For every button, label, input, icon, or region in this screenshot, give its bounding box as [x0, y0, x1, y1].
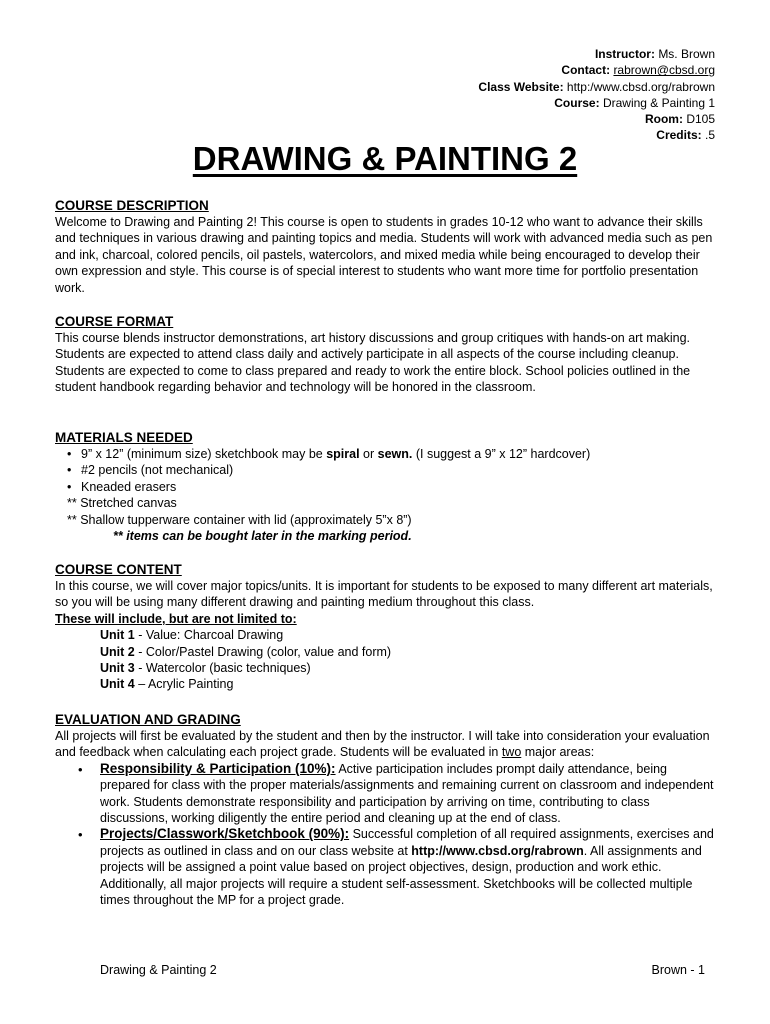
course-format-section: [55, 313, 715, 396]
evaluation-section: [55, 711, 715, 908]
course-description-heading: COURSE DESCRIPTION: [55, 198, 209, 213]
footer-course-name: Drawing & Painting 2: [100, 963, 217, 977]
contact-line: [478, 62, 715, 78]
list-item: [100, 644, 715, 660]
credits-label: Credits:: [656, 128, 702, 143]
unit-label: Unit 2: [100, 644, 135, 659]
contact-email-link[interactable]: rabrown@cbsd.org: [613, 63, 715, 78]
bullet-icon: •: [67, 479, 72, 494]
course-label: Course:: [554, 95, 600, 110]
course-content-subheading: These will include, but are not limited to:: [55, 611, 297, 626]
list-item: [55, 761, 715, 827]
list-item: [100, 676, 715, 692]
materials-section: [55, 429, 715, 544]
bullet-icon: •: [78, 827, 83, 843]
material-text: #2 pencils (not mechanical): [81, 463, 234, 478]
evaluation-intro-text: All projects will first be evaluated by the student and then by the instructor. I will take into consideration your evaluation and feedback when calculating each project grade. Students will be evaluated in: [55, 729, 710, 760]
website-label: Class Website:: [478, 79, 564, 94]
evaluation-area-title: Projects/Classwork/Sketchbook (90%):: [100, 826, 350, 842]
room-label: Room:: [644, 112, 683, 127]
page-title: DRAWING & PAINTING 2: [192, 140, 578, 177]
unit-desc: - Value: Charcoal Drawing: [134, 628, 284, 643]
material-suggestion: (I suggest a 9” x 12” hardcover): [412, 447, 591, 461]
instructor-value: Ms. Brown: [658, 47, 715, 61]
list-item: [100, 627, 715, 643]
course-description-section: [55, 197, 715, 296]
material-sewn: sewn.: [377, 447, 413, 461]
course-content-section: [55, 561, 715, 693]
bullet-icon: •: [67, 463, 72, 478]
unit-desc: - Watercolor (basic techniques): [134, 661, 311, 676]
unit-label: Unit 3: [100, 661, 135, 676]
materials-list: [55, 446, 715, 495]
website-line: [478, 79, 715, 95]
materials-heading: MATERIALS NEEDED: [55, 430, 193, 445]
evaluation-intro-end: major areas:: [521, 745, 595, 760]
course-value: Drawing & Painting 1: [602, 95, 715, 110]
contact-block: [478, 46, 715, 144]
material-star-item: ** Stretched canvas: [67, 496, 177, 511]
course-format-text: This course blends instructor demonstrations, art history discussions and group critiques with hands-on art making. Students are expected to attend class daily and actively participate in all aspects of the course including cleanup. Students are expected to come to class prepared and ready to work the entire block. School policies outlined in the student handbook regarding behavior and technology will be honored in the classroom.: [55, 331, 691, 395]
materials-note: ** items can be bought later in the marking period.: [113, 529, 412, 544]
room-value: D105: [686, 112, 715, 127]
list-item: [55, 479, 715, 495]
bullet-icon: •: [67, 447, 72, 461]
website-value: http:/www.cbsd.org/rabrown: [566, 79, 715, 94]
material-spiral: spiral: [326, 447, 360, 461]
material-star-item: ** Shallow tupperware container with lid (approximately 5”x 8”): [67, 512, 412, 527]
evaluation-list: [55, 761, 715, 909]
material-or: or: [359, 447, 378, 461]
evaluation-intro-two: two: [501, 745, 522, 760]
page-title-wrap: [0, 140, 770, 178]
list-item: [55, 446, 715, 462]
unit-desc: – Acrylic Painting: [134, 677, 234, 692]
evaluation-area-text: Successful completion of all required assignments, exercises and projects as outlined in class and on our class website at: [100, 827, 714, 858]
instructor-label: Instructor:: [594, 47, 655, 61]
material-text: Kneaded erasers: [81, 479, 177, 494]
unit-desc: - Color/Pastel Drawing (color, value and form): [134, 644, 392, 659]
evaluation-area-text: . All assignments and projects will be assigned a point value based on project objectives, design, production and work ethic. Additionally, all major projects will require a student self-assessment. Sketchbooks will be collected multiple times throughout the MP for a project grade.: [100, 843, 702, 908]
unit-label: Unit 4: [100, 677, 135, 692]
evaluation-intro: [55, 728, 715, 761]
unit-label: Unit 1: [100, 628, 135, 643]
bullet-icon: •: [78, 761, 83, 777]
evaluation-area-text: Active participation includes prompt daily attendance, being prepared for class with the proper materials/assignments and remaining current on classroom and independent work. Students demonstrate responsibility and participation by arriving on time, contributing to class discussions, working diligently the entire period and cleaning up at the end of class.: [100, 761, 714, 826]
course-format-heading: COURSE FORMAT: [55, 314, 174, 329]
evaluation-area-title: Responsibility & Participation (10%):: [100, 760, 336, 776]
room-line: [478, 111, 715, 127]
course-content-text: In this course, we will cover major topics/units. It is important for students to be exposed to many different art materials, so you will be using many different drawing and painting medium throughout this class.: [55, 579, 713, 610]
footer-page-number: Brown - 1: [651, 963, 705, 977]
material-text: 9” x 12” (minimum size) sketchbook may be: [81, 447, 327, 461]
list-item: [55, 462, 715, 478]
list-item: [100, 660, 715, 676]
course-content-heading: COURSE CONTENT: [55, 562, 182, 577]
contact-label: Contact:: [561, 63, 611, 78]
instructor-line: [478, 46, 715, 62]
course-description-text: Welcome to Drawing and Painting 2! This course is open to students in grades 10-12 who want to advance their skills and techniques in various drawing and painting topics and media. Students will work with advanced media such as pen and ink, charcoal, colored pencils, oil pastels, watercolors, and mixed media while being encouraged to develop their own expression and style. This course is of special interest to students who want more time for portfolio presentation work.: [55, 215, 713, 295]
units-list: [55, 627, 715, 693]
course-line: [478, 95, 715, 111]
credits-value: .5: [704, 128, 715, 143]
evaluation-heading: EVALUATION AND GRADING: [55, 712, 241, 727]
class-website-link[interactable]: http://www.cbsd.org/rabrown: [411, 843, 584, 858]
list-item: [55, 826, 715, 908]
